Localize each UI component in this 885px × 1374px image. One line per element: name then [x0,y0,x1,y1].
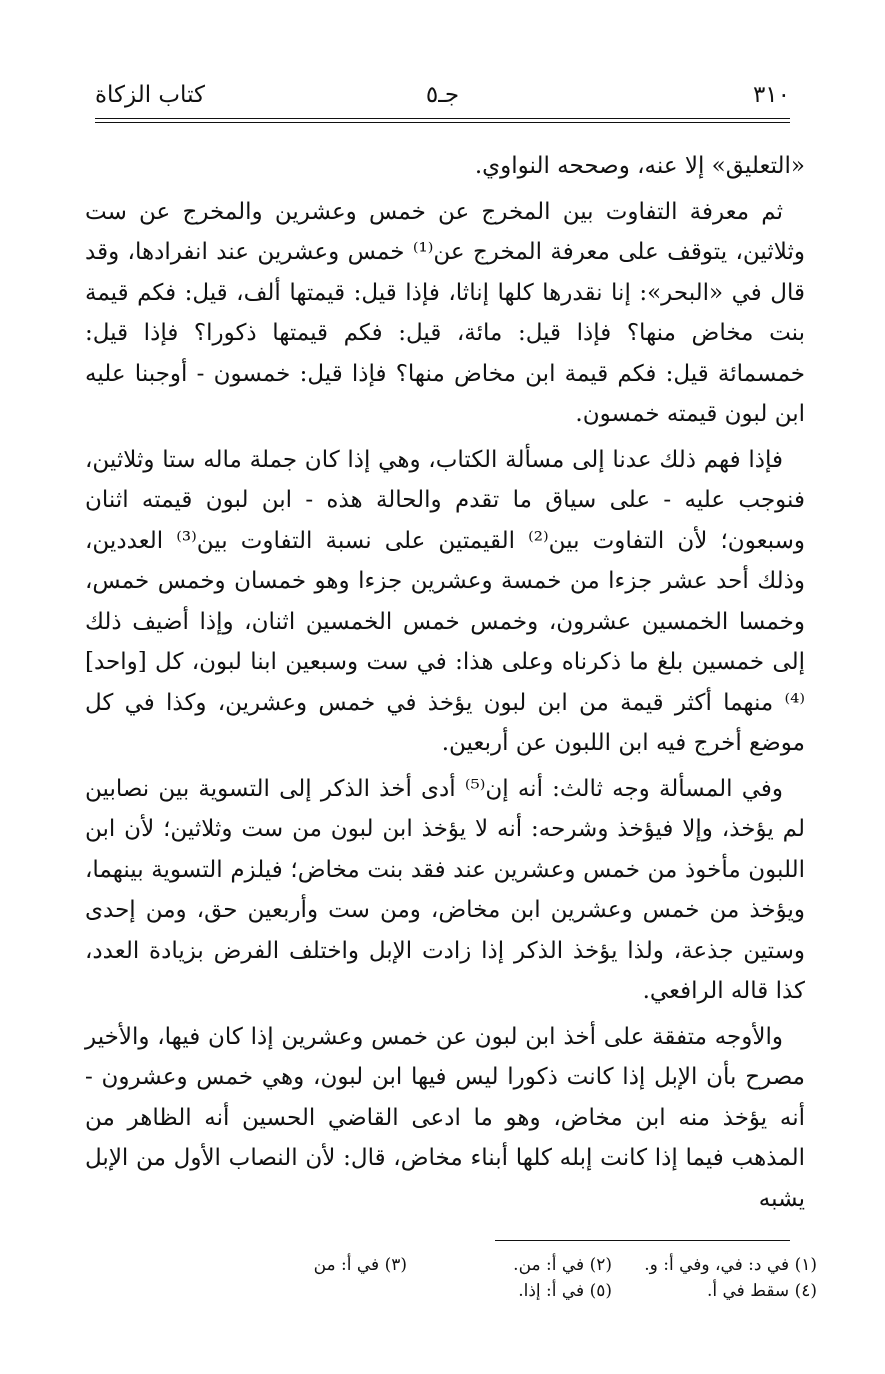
footnotes [202,1252,817,1304]
paragraph: والأوجه متفقة على أخذ ابن لبون عن خمس وعشرين إذا كان فيها، والأخير مصرح بأن الإبل إذا كانت ذكورا ليس فيها ابن لبون، وهي خمس وعشرون - أنه يؤخذ منه ابن مخاض، وهو ما ادعى القاضي الحسين أنه الظاهر من المذهب فيما إذا كانت إبله كلها أبناء مخاض، قال: لأن النصاب الأول من الإبل يشبه [85,1023,805,1212]
paragraph: وفي المسألة وجه ثالث: أنه إن⁽⁵⁾ أدى أخذ الذكر إلى التسوية بين نصابين لم يؤخذ، وإلا فيؤخذ وشرحه: أنه لا يؤخذ ابن لبون من ست وثلاثين؛ لأن ابن اللبون مأخوذ من خمس وعشرين عند فقد بنت مخاض؛ فيلزم التسوية بينهما، ويؤخذ من خمس وعشرين ابن مخاض، ومن ست وأربعين حق، ومن إحدى وستين جذعة، ولذا يؤخذ الذكر إذا زادت الإبل واختلف الفرض بزيادة العدد، كذا قاله الرافعي. [85,775,805,1004]
paragraph: ثم معرفة التفاوت بين المخرج عن خمس وعشرين والمخرج عن ست وثلاثين، يتوقف على معرفة المخرج عن⁽¹⁾ خمس وعشرين عند انفرادها، وقد قال في «البحر»: إنا نقدرها كلها إناثا، فإذا قيل: قيمتها ألف، قيل: فكم قيمة بنت مخاض منها؟ فإذا قيل: مائة، قيل: فكم قيمتها ذكورا؟ فإذا قيل: خمسمائة قيل: فكم قيمة ابن مخاض منها؟ فإذا قيل: خمسون - أوجبنا عليه ابن لبون قيمته خمسون. [85,198,805,427]
header-rule [95,118,790,119]
page-number: ٣١٠ [752,82,790,108]
paragraph: «التعليق» إلا عنه، وصححه النواوي. [474,153,805,179]
paragraph: فإذا فهم ذلك عدنا إلى مسألة الكتاب، وهي إذا كان جملة ماله ستا وثلاثين، فنوجب عليه - على سياق ما تقدم والحالة هذه - ابن لبون قيمته اثنان وسبعون؛ لأن التفاوت بين⁽²⁾ القيمتين على نسبة التفاوت بين⁽³⁾ العددين، وذلك أحد عشر جزءا من خمسة وعشرين جزءا وهو خمسان وخمس خمس، وخمسا الخمسين عشرون، وخمس خمس الخمسين اثنان، وإذا أضيف ذلك إلى خمسين بلغ ما ذكرناه وعلى هذا: في ست وسبعين ابنا لبون، كل [واحد]⁽⁴⁾ منهما أكثر قيمة من ابن لبون يؤخذ في خمس وعشرين، وكذا في كل موضع أخرج فيه ابن اللبون عن أربعين. [85,446,805,756]
footnote-separator [495,1240,790,1241]
footnote: (٤) سقط في أ. [706,1281,817,1301]
footnote: (٥) في أ: إذا. [518,1281,612,1301]
footnote: (١) في د: في، وفي أ: و. [644,1255,817,1275]
running-header [95,82,790,112]
footnote: (٣) في أ: من [313,1255,407,1275]
volume-label: جـ٥ [425,82,460,108]
main-text [85,146,805,1224]
book-title: كتاب الزكاة [95,82,205,108]
header-rule-double [95,122,790,123]
footnote: (٢) في أ: من. [513,1255,612,1275]
